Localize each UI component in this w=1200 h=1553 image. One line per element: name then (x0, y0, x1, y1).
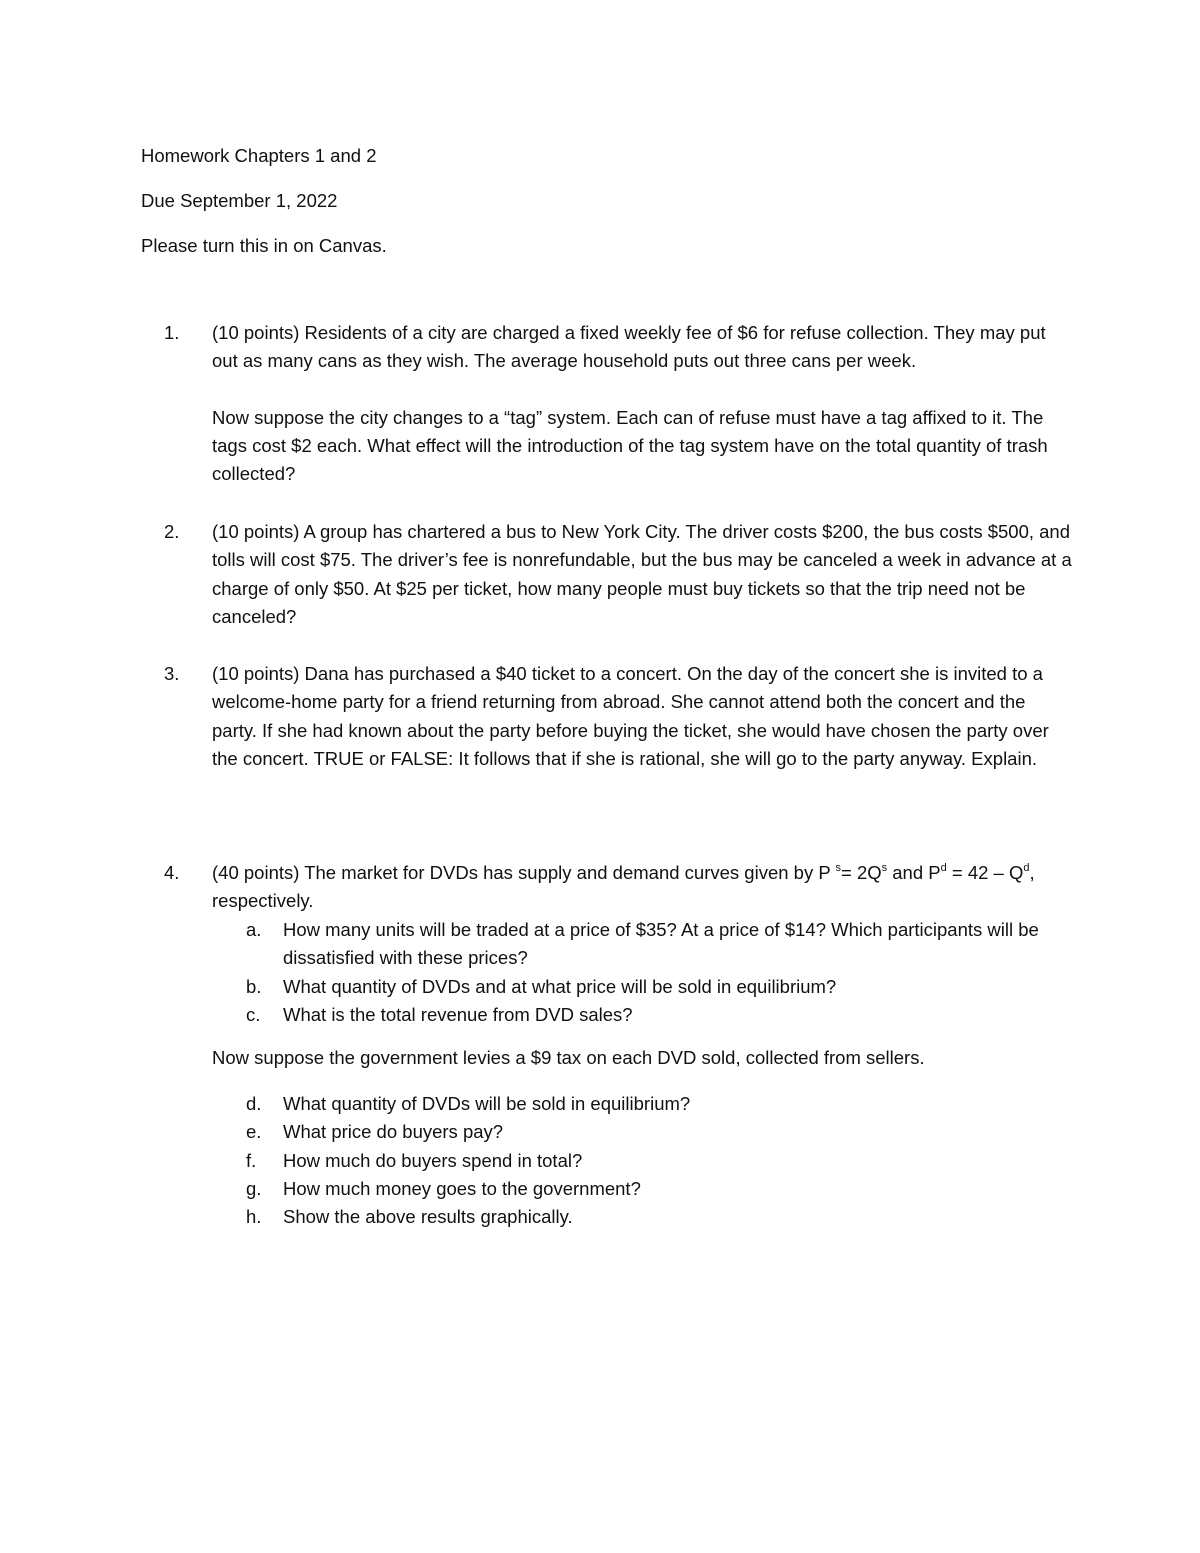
question-1-number: 1. (164, 322, 180, 343)
list-item-letter: a. (246, 919, 262, 940)
list-item (212, 916, 1072, 973)
question-4-subitems-1 (212, 916, 1072, 1029)
list-item-letter: b. (246, 975, 262, 997)
due-date: Due September 1, 2022 (141, 190, 338, 211)
list-item-text: How much do buyers spend in total? (283, 1149, 583, 1171)
question-2-number: 2. (164, 521, 180, 542)
list-item-letter: f. (246, 1149, 257, 1171)
question-1 (212, 319, 1072, 488)
list-item (212, 973, 1072, 1001)
list-item (212, 1147, 1072, 1175)
question-3-text: (10 points) Dana has purchased a $40 ticket to a concert. On the day of the concert she is invited to a welcome-home party for a friend returning from abroad. She cannot attend both the concert and the party. If she had known about the party before buying the ticket, she would have chosen the party over the concert. TRUE or FALSE: It follows that if she is rational, she will go to the party anyway. Explain. (212, 663, 1049, 769)
list-item-text: What price do buyers pay? (283, 1121, 504, 1143)
question-2 (212, 518, 1072, 631)
question-3 (212, 660, 1072, 773)
list-item-letter: c. (246, 1003, 261, 1025)
question-4-intro-text: (40 points) The market for DVDs has supply and demand curves given by P $^s= 2Q^s$ and $P^d = 42 - Q^d$, respectively. (212, 861, 1035, 912)
list-item-text: How many units will be traded at a price of $35? At a price of $14? Which participants will be dissatisfied with these prices? (283, 919, 1039, 969)
question-4-intro (212, 859, 1072, 916)
question-1-text: (10 points) Residents of a city are charged a fixed weekly fee of $6 for refuse collection. They may put out as many cans as they wish. The average household puts out three cans per week. (212, 322, 1046, 372)
question-2-text: (10 points) A group has chartered a bus to New York City. The driver costs $200, the bus costs $500, and tolls will cost $75. The driver’s fee is nonrefundable, but the bus may be canceled a week in advance at a charge of only $50. At $25 per ticket, how many people must buy tickets so that the trip need not be canceled? (212, 521, 1072, 627)
list-item-text: How much money goes to the government? (283, 1177, 641, 1199)
question-4-number: 4. (164, 862, 180, 883)
question-1-text-2: Now suppose the city changes to a “tag” system. Each can of refuse must have a tag affixed to it. The tags cost $2 each. What effect will the introduction of the tag system have on the total quantity of trash collected? (212, 406, 1048, 485)
list-item-letter: g. (246, 1177, 262, 1199)
list-item-text: What quantity of DVDs and at what price will be sold in equilibrium? (283, 975, 837, 997)
list-item-text: What quantity of DVDs will be sold in equilibrium? (283, 1093, 691, 1114)
list-item-letter: d. (246, 1093, 262, 1114)
list-item-text: What is the total revenue from DVD sales? (283, 1003, 633, 1025)
list-item (212, 1203, 1072, 1231)
question-4-subitems-2 (212, 1090, 1072, 1231)
list-item (212, 1090, 1072, 1118)
list-item-letter: h. (246, 1206, 262, 1228)
list-item-text: Show the above results graphically. (283, 1206, 573, 1228)
list-item (212, 1001, 1072, 1029)
instructions-text: Please turn this in on Canvas. (141, 235, 387, 256)
list-item (212, 1175, 1072, 1203)
question-4-middle-text: Now suppose the government levies a $9 tax on each DVD sold, collected from sellers. (212, 1047, 925, 1068)
question-3-number: 3. (164, 663, 180, 684)
question-4-middle (212, 1044, 1072, 1072)
document-title: Homework Chapters 1 and 2 (141, 145, 377, 166)
list-item-letter: e. (246, 1121, 262, 1143)
list-item (212, 1118, 1072, 1146)
